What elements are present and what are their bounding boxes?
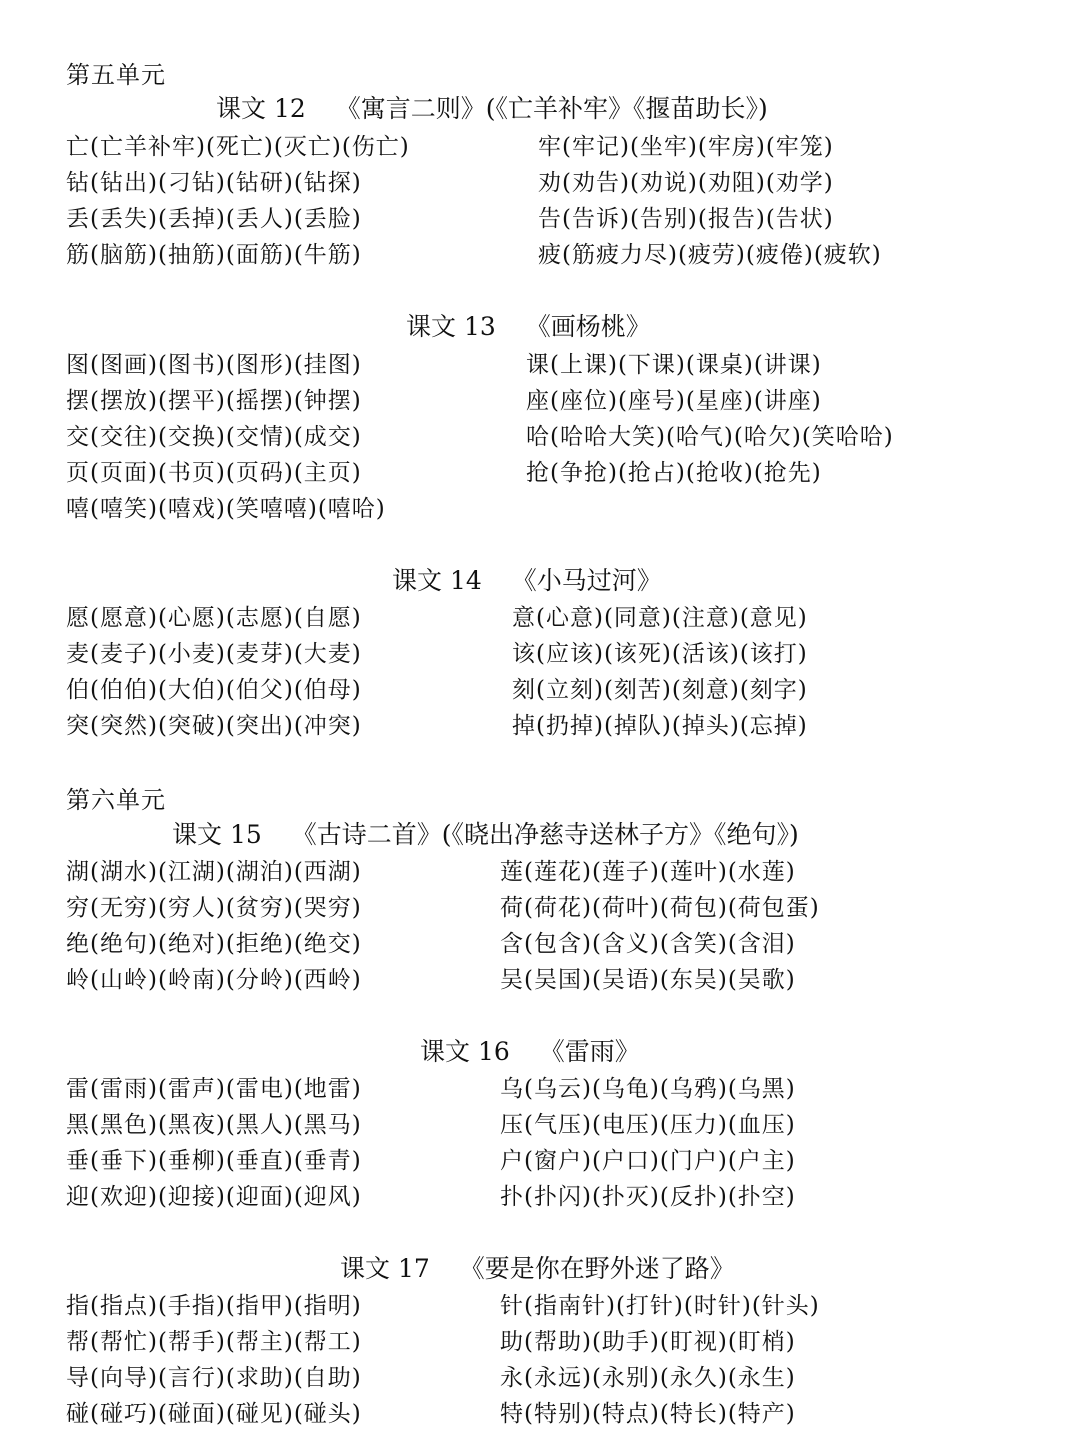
word-entry: 莲(莲花)(莲子)(莲叶)(水莲) [500, 859, 796, 885]
lesson-heading [0, 818, 1080, 852]
word-entry: 荷(荷花)(荷叶)(荷包)(荷包蛋) [500, 895, 820, 921]
word-entry: 吴(吴国)(吴语)(东吴)(吴歌) [500, 967, 796, 993]
lesson-name: 《小马过河》 [511, 566, 662, 595]
word-entry: 意(心意)(同意)(注意)(意见) [512, 605, 808, 631]
lesson-number: 课文 16 [420, 1037, 510, 1066]
word-row [66, 708, 1066, 744]
word-entry: 劝(劝告)(劝说)(劝阻)(劝学) [538, 170, 834, 196]
word-row [66, 1179, 1066, 1215]
word-entry: 亡(亡羊补牢)(死亡)(灭亡)(伤亡) [66, 134, 410, 160]
lesson-heading [0, 310, 1080, 344]
lesson-heading [0, 1035, 1080, 1069]
word-entry: 课(上课)(下课)(课桌)(讲课) [526, 352, 822, 378]
word-entry: 岭(山岭)(岭南)(分岭)(西岭) [66, 967, 362, 993]
word-entry: 指(指点)(手指)(指甲)(指明) [66, 1293, 362, 1319]
lesson-number: 课文 15 [172, 820, 262, 849]
lesson-number: 课文 13 [406, 312, 496, 341]
word-entry: 特(特别)(特点)(特长)(特产) [500, 1401, 796, 1427]
word-row [66, 383, 1066, 419]
word-entry: 愿(愿意)(心愿)(志愿)(自愿) [66, 605, 362, 631]
word-entry: 乌(乌云)(乌龟)(乌鸦)(乌黑) [500, 1076, 796, 1102]
word-entry: 碰(碰巧)(碰面)(碰见)(碰头) [66, 1401, 362, 1427]
word-entry: 迎(欢迎)(迎接)(迎面)(迎风) [66, 1184, 362, 1210]
word-row [66, 672, 1066, 708]
word-entry: 压(气压)(电压)(压力)(血压) [500, 1112, 796, 1138]
word-entry: 麦(麦子)(小麦)(麦芽)(大麦) [66, 641, 362, 667]
word-row [66, 129, 1066, 165]
word-entry: 座(座位)(座号)(星座)(讲座) [526, 388, 822, 414]
word-entry: 筋(脑筋)(抽筋)(面筋)(牛筋) [66, 242, 362, 268]
lesson-name: 《古诗二首》(《晓出净慈寺送林子方》《绝句》) [291, 820, 799, 849]
lesson-name: 《要是你在野外迷了路》 [459, 1254, 735, 1283]
word-entry: 嘻(嘻笑)(嘻戏)(笑嘻嘻)(嘻哈) [66, 496, 386, 522]
word-entry: 突(突然)(突破)(突出)(冲突) [66, 713, 362, 739]
word-row [66, 1071, 1066, 1107]
word-row [66, 491, 1066, 527]
word-entry: 摆(摆放)(摆平)(摇摆)(钟摆) [66, 388, 362, 414]
word-entry: 黑(黑色)(黑夜)(黑人)(黑马) [66, 1112, 362, 1138]
word-row [66, 1324, 1066, 1360]
lesson-heading [0, 1252, 1080, 1286]
word-entry: 刻(立刻)(刻苦)(刻意)(刻字) [512, 677, 808, 703]
word-entry: 助(帮助)(助手)(盯视)(盯梢) [500, 1329, 796, 1355]
word-row [66, 600, 1066, 636]
word-entry: 页(页面)(书页)(页码)(主页) [66, 460, 362, 486]
lesson-name: 《寓言二则》(《亡羊补牢》《揠苗助长》) [335, 94, 768, 123]
word-row [66, 1396, 1066, 1432]
word-row [66, 1360, 1066, 1396]
word-row [66, 890, 1066, 926]
word-row [66, 347, 1066, 383]
word-row [66, 962, 1066, 998]
word-entry: 导(向导)(言行)(求助)(自助) [66, 1365, 362, 1391]
word-entry: 帮(帮忙)(帮手)(帮主)(帮工) [66, 1329, 362, 1355]
word-entry: 雷(雷雨)(雷声)(雷电)(地雷) [66, 1076, 362, 1102]
word-entry: 永(永远)(永别)(永久)(永生) [500, 1365, 796, 1391]
lesson-number: 课文 14 [392, 566, 482, 595]
word-entry: 告(告诉)(告别)(报告)(告状) [538, 206, 834, 232]
lesson-heading [0, 564, 1080, 598]
word-entry: 图(图画)(图书)(图形)(挂图) [66, 352, 362, 378]
lesson-number: 课文 17 [340, 1254, 430, 1283]
word-row [66, 1288, 1066, 1324]
word-entry: 穷(无穷)(穷人)(贫穷)(哭穷) [66, 895, 362, 921]
word-row [66, 419, 1066, 455]
word-entry: 牢(牢记)(坐牢)(牢房)(牢笼) [538, 134, 834, 160]
word-entry: 疲(筋疲力尽)(疲劳)(疲倦)(疲软) [538, 242, 882, 268]
word-entry: 户(窗户)(户口)(门户)(户主) [500, 1148, 796, 1174]
word-entry: 扑(扑闪)(扑灭)(反扑)(扑空) [500, 1184, 796, 1210]
word-entry: 绝(绝句)(绝对)(拒绝)(绝交) [66, 931, 362, 957]
unit-title: 第五单元 [66, 61, 166, 89]
lesson-heading [0, 92, 1080, 126]
word-entry: 钻(钻出)(刁钻)(钻研)(钻探) [66, 170, 362, 196]
unit-title: 第六单元 [66, 786, 166, 814]
word-entry: 掉(扔掉)(掉队)(掉头)(忘掉) [512, 713, 808, 739]
word-row [66, 1107, 1066, 1143]
word-entry: 该(应该)(该死)(活该)(该打) [512, 641, 808, 667]
word-entry: 交(交往)(交换)(交情)(成交) [66, 424, 362, 450]
lesson-number: 课文 12 [216, 94, 306, 123]
word-entry: 哈(哈哈大笑)(哈气)(哈欠)(笑哈哈) [526, 424, 894, 450]
word-row [66, 636, 1066, 672]
word-row [66, 854, 1066, 890]
word-row [66, 237, 1066, 273]
word-entry: 伯(伯伯)(大伯)(伯父)(伯母) [66, 677, 362, 703]
word-entry: 含(包含)(含义)(含笑)(含泪) [500, 931, 796, 957]
word-row [66, 926, 1066, 962]
word-row [66, 201, 1066, 237]
word-entry: 垂(垂下)(垂柳)(垂直)(垂青) [66, 1148, 362, 1174]
lesson-name: 《画杨桃》 [525, 312, 651, 341]
word-entry: 针(指南针)(打针)(时针)(针头) [500, 1293, 820, 1319]
word-row [66, 1143, 1066, 1179]
word-entry: 湖(湖水)(江湖)(湖泊)(西湖) [66, 859, 362, 885]
lesson-name: 《雷雨》 [539, 1037, 640, 1066]
word-row [66, 165, 1066, 201]
word-entry: 抢(争抢)(抢占)(抢收)(抢先) [526, 460, 822, 486]
word-entry: 丢(丢失)(丢掉)(丢人)(丢脸) [66, 206, 362, 232]
word-row [66, 455, 1066, 491]
